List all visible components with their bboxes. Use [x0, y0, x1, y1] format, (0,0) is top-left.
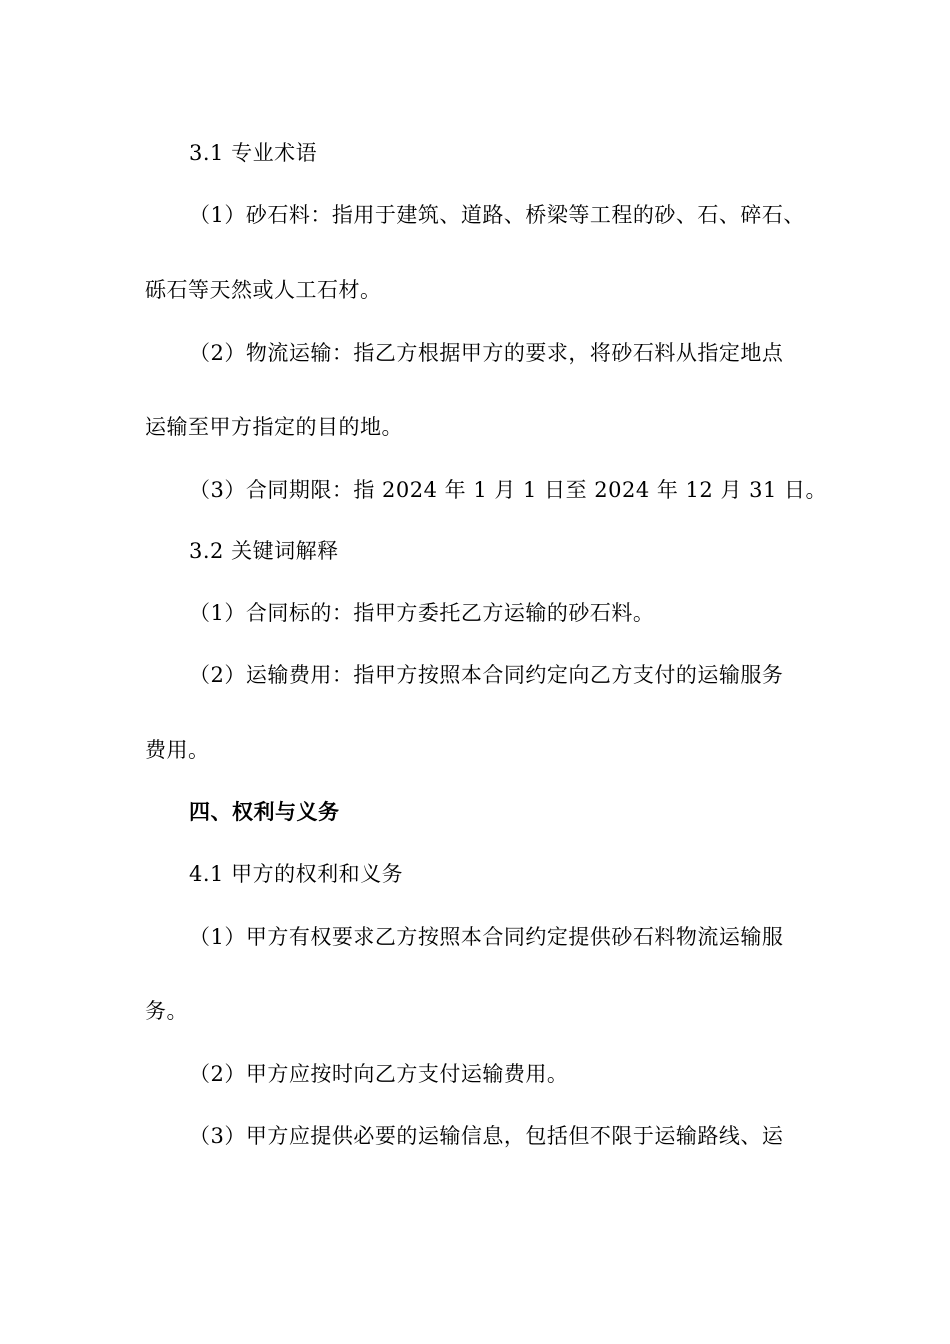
right-3-line-1: （3）甲方应提供必要的运输信息，包括但不限于运输路线、运 — [189, 1124, 784, 1148]
right-1-line-1: （1）甲方有权要求乙方按照本合同约定提供砂石料物流运输服 — [189, 925, 784, 949]
keyword-2-line-1: （2）运输费用：指甲方按照本合同约定向乙方支付的运输服务 — [189, 663, 784, 687]
term-3: （3）合同期限：指 2024 年 1 月 1 日至 2024 年 12 月 31 日。 — [189, 478, 828, 502]
term-1-line-1: （1）砂石料：指用于建筑、道路、桥梁等工程的砂、石、碎石、 — [189, 203, 805, 227]
section-3-2-heading: 3.2 关键词解释 — [189, 539, 339, 563]
right-2: （2）甲方应按时向乙方支付运输费用。 — [189, 1062, 569, 1086]
term-2-line-2: 运输至甲方指定的目的地。 — [145, 415, 403, 439]
term-2-line-1: （2）物流运输：指乙方根据甲方的要求，将砂石料从指定地点 — [189, 341, 784, 365]
keyword-1: （1）合同标的：指甲方委托乙方运输的砂石料。 — [189, 601, 655, 625]
right-1-line-2: 务。 — [145, 999, 188, 1023]
keyword-2-line-2: 费用。 — [145, 738, 210, 762]
section-4-1-heading: 4.1 甲方的权利和义务 — [189, 862, 404, 886]
section-4-heading: 四、权利与义务 — [189, 799, 340, 824]
section-3-1-heading: 3.1 专业术语 — [189, 141, 318, 165]
term-1-line-2: 砾石等天然或人工石材。 — [145, 278, 382, 302]
